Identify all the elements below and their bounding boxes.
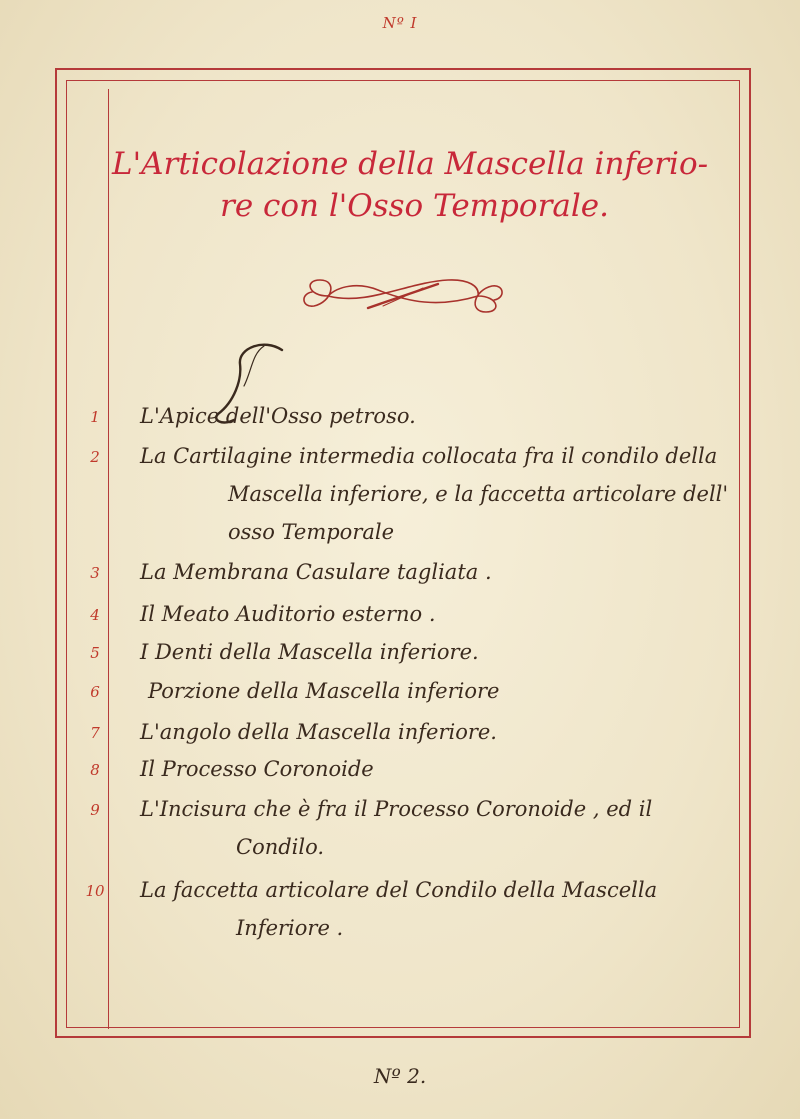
page-number: Nº I [382, 14, 418, 32]
item-10-text-line-2: Inferiore . [236, 916, 344, 940]
item-number-1: 1 [90, 408, 100, 426]
item-3-text-line-1: La Membrana Casulare tagliata . [140, 560, 492, 584]
item-number-5: 5 [90, 644, 100, 662]
item-2-text-line-2: Mascella inferiore, e la faccetta articolare dell' [228, 482, 729, 506]
item-number-3: 3 [90, 564, 100, 582]
item-9-text-line-1: L'Incisura che è fra il Processo Coronoide , ed il [140, 797, 653, 821]
item-number-9: 9 [90, 801, 100, 819]
item-8-text-line-1: Il Processo Coronoide [140, 757, 374, 781]
item-number-4: 4 [90, 606, 100, 624]
title-line-1: L'Articolazione della Mascella inferio- [112, 146, 709, 182]
item-number-8: 8 [90, 761, 100, 779]
item-number-7: 7 [90, 724, 100, 742]
item-5-text-line-1: I Denti della Mascella inferiore. [140, 640, 479, 664]
flourish-ornament [298, 272, 508, 320]
item-number-6: 6 [90, 683, 100, 701]
item-9-text-line-2: Condilo. [236, 835, 325, 859]
item-7-text-line-1: L'angolo della Mascella inferiore. [140, 720, 497, 744]
item-number-10: 10 [85, 882, 105, 900]
item-4-text-line-1: Il Meato Auditorio esterno . [140, 602, 436, 626]
item-2-text-line-3: osso Temporale [228, 520, 395, 544]
title-line-2: re con l'Osso Temporale. [220, 188, 609, 224]
item-2-text-line-1: La Cartilagine intermedia collocata fra il condilo della [140, 444, 718, 468]
footer-number: Nº 2. [373, 1064, 427, 1088]
item-number-2: 2 [90, 448, 100, 466]
item-6-text-line-1: Porzione della Mascella inferiore [148, 679, 500, 703]
page-title [112, 143, 732, 227]
item-10-text-line-1: La faccetta articolare del Condilo della Mascella [140, 878, 658, 902]
item-1-text-line-1: L'Apice dell'Osso petroso. [140, 404, 416, 428]
